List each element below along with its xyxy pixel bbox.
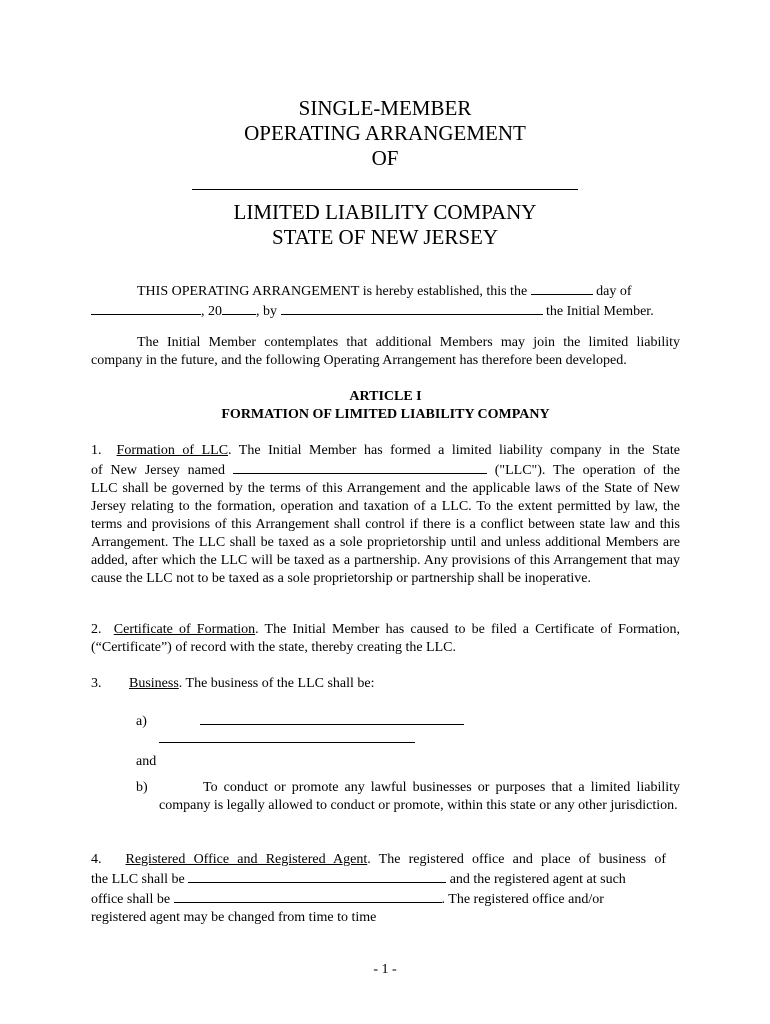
section-title: Registered Office and Registered Agent [125, 852, 368, 867]
document-title [0, 96, 770, 250]
section-title: Certificate of Formation [113, 622, 256, 637]
section-number: 4. [91, 852, 102, 867]
intro-text: , by [256, 304, 277, 319]
registered-office-blank[interactable] [188, 869, 446, 883]
year-blank[interactable] [222, 301, 256, 315]
section-text: ("LLC"). The operation of the [494, 463, 681, 478]
section-number: 2. [91, 622, 102, 637]
section-3-business [91, 675, 375, 693]
intro-text: the Initial Member. [546, 304, 654, 319]
intro-text: THIS OPERATING ARRANGEMENT is hereby established, this the [137, 284, 528, 299]
section-text: registered agent may be changed from time to time [91, 910, 377, 925]
title-line-5: STATE OF NEW JERSEY [271, 225, 499, 249]
intro-paragraph-1 [91, 281, 680, 321]
month-blank[interactable] [91, 301, 201, 315]
article-subheading: FORMATION OF LIMITED LIABILITY COMPANY [221, 407, 550, 422]
item-label: a) [136, 714, 147, 729]
section-number: 3. [91, 676, 102, 691]
article-1-heading [91, 388, 680, 424]
business-item-b-label: b) [136, 780, 148, 795]
section-text: . The business of the LLC shall be: [178, 676, 375, 691]
section-number: 1. [91, 443, 102, 458]
section-title: Formation of LLC [116, 443, 229, 458]
intro-text: day of [596, 284, 632, 299]
section-4-registered-office [91, 851, 666, 927]
business-item-a [136, 711, 464, 731]
registered-agent-blank[interactable] [174, 889, 442, 903]
llc-name-blank[interactable] [233, 460, 487, 474]
business-purpose-blank-2[interactable] [159, 729, 415, 743]
section-text: . The registered office and place of business of [367, 852, 666, 867]
section-text: . The registered office and/or [441, 892, 604, 907]
article-heading: ARTICLE I [349, 389, 422, 404]
page-number: - 1 - [373, 962, 397, 977]
business-and: and [136, 754, 157, 769]
title-line-1: SINGLE-MEMBER [298, 96, 472, 120]
section-text: the LLC shall be [91, 872, 185, 887]
intro-text: , 20 [201, 304, 222, 319]
day-blank[interactable] [531, 281, 593, 295]
section-text: . The Initial Member has formed a limited liability company in the State [228, 443, 680, 458]
business-item-a-continued [159, 729, 415, 749]
section-text: . The Initial Member has caused to be filed a Certificate of Formation, (“Certificate”) of record with the state, thereby creating the LLC. [91, 622, 680, 655]
section-text: office shall be [91, 892, 171, 907]
section-2-certificate [91, 621, 680, 657]
business-purpose-blank-1[interactable] [200, 711, 464, 725]
section-title: Business [129, 676, 179, 691]
title-line-3: OF [371, 146, 399, 170]
section-text: LLC shall be governed by the terms of this Arrangement and the applicable laws of the State of New Jersey relating to the formation, operation and taxation of a LLC. To the extent permitted by law, the terms and provisions of this Arrangement shall control if there is a conflict between state law and this Arrangement. The LLC shall be taxed as a sole proprietorship until and unless additional Members are added, after which the LLC will be taxed as a partnership. Any provisions of this Arrangement that may cause the LLC not to be taxed as a sole proprietorship or partnership shall be inoperative. [91, 481, 680, 586]
member-name-blank[interactable] [281, 301, 543, 315]
intro-paragraph-2: The Initial Member contemplates that additional Members may join the limited liability company in the future, and the following Operating Arrangement has therefore been developed. [91, 335, 680, 368]
company-name-blank[interactable] [192, 173, 578, 190]
section-1-formation [91, 442, 680, 588]
section-text: of New Jersey named [91, 463, 225, 478]
business-item-b-text: To conduct or promote any lawful businesses or purposes that a limited liability company is legally allowed to conduct or promote, within this state or any other jurisdiction. [159, 780, 680, 813]
section-text: and the registered agent at such [449, 872, 626, 887]
title-line-4: LIMITED LIABILITY COMPANY [233, 200, 537, 224]
title-line-2: OPERATING ARRANGEMENT [244, 121, 526, 145]
